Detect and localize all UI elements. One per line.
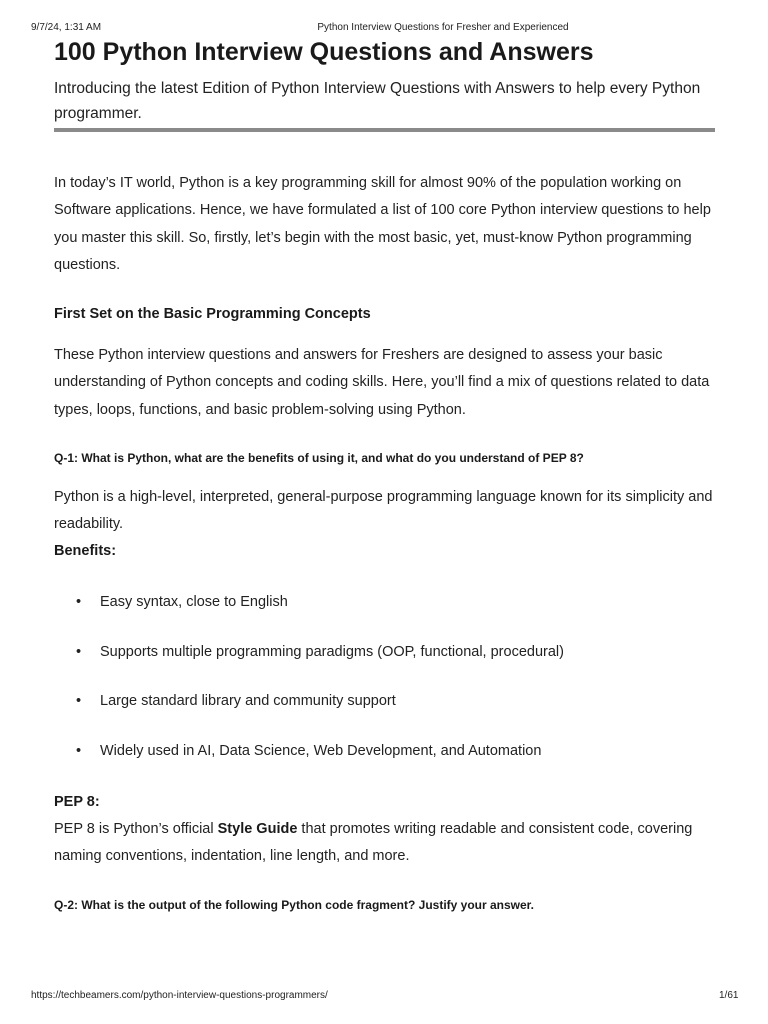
print-datetime: 9/7/24, 1:31 AM — [31, 22, 102, 33]
bullet-icon: • — [76, 594, 82, 610]
bullet-icon: • — [76, 693, 82, 709]
pep8-label: PEP 8: — [54, 794, 100, 810]
title-divider — [54, 128, 715, 132]
benefit-text: Widely used in AI, Data Science, Web Development, and Automation — [100, 743, 542, 759]
question-1-heading: Q-1: What is Python, what are the benefits of using it, and what do you understand of PEP 8? — [54, 451, 584, 465]
pep8-text-end: that promotes writing readable and consistent code, covering naming conventions, indentation, line length, and more. — [54, 821, 693, 865]
intro-paragraph: In today’s IT world, Python is a key programming skill for almost 90% of the population working on Software applications. Hence, we have formulated a list of 100 core Python interview questions to help you master this skill. So, firstly, let’s begin with the most basic, yet, must-know Python programming questions. — [54, 175, 711, 273]
benefit-text: Supports multiple programming paradigms (OOP, functional, procedural) — [100, 644, 564, 660]
footer-url: https://techbeamers.com/python-interview-questions-programmers/ — [31, 990, 328, 1001]
benefits-label: Benefits: — [54, 543, 117, 559]
benefit-text: Large standard library and community support — [100, 693, 396, 709]
page-subtitle: Introducing the latest Edition of Python Interview Questions with Answers to help every Python programmer. — [54, 80, 701, 122]
print-footer — [0, 990, 768, 1004]
q1-answer-paragraph: Python is a high-level, interpreted, general-purpose programming language known for its simplicity and readability. — [54, 489, 713, 533]
style-guide-term: Style Guide — [217, 821, 298, 837]
bullet-icon: • — [76, 644, 82, 660]
print-doc-title: Python Interview Questions for Fresher and Experienced — [317, 22, 569, 33]
pep8-paragraph — [54, 816, 724, 871]
section-heading: First Set on the Basic Programming Concepts — [54, 306, 371, 322]
print-header — [0, 22, 768, 36]
pep8-text-start: PEP 8 is Python’s official — [54, 821, 218, 837]
section-intro-paragraph: These Python interview questions and answers for Freshers are designed to assess your basic understanding of Python concepts and coding skills. Here, you’ll find a mix of questions related to data types, loops, functions, and basic problem-solving using Python. — [54, 347, 710, 418]
bullet-icon: • — [76, 743, 82, 759]
benefit-text: Easy syntax, close to English — [100, 594, 288, 610]
page-title: 100 Python Interview Questions and Answers — [54, 38, 594, 66]
question-2-heading: Q-2: What is the output of the following Python code fragment? Justify your answer. — [54, 898, 535, 912]
page-number: 1/61 — [719, 990, 739, 1001]
